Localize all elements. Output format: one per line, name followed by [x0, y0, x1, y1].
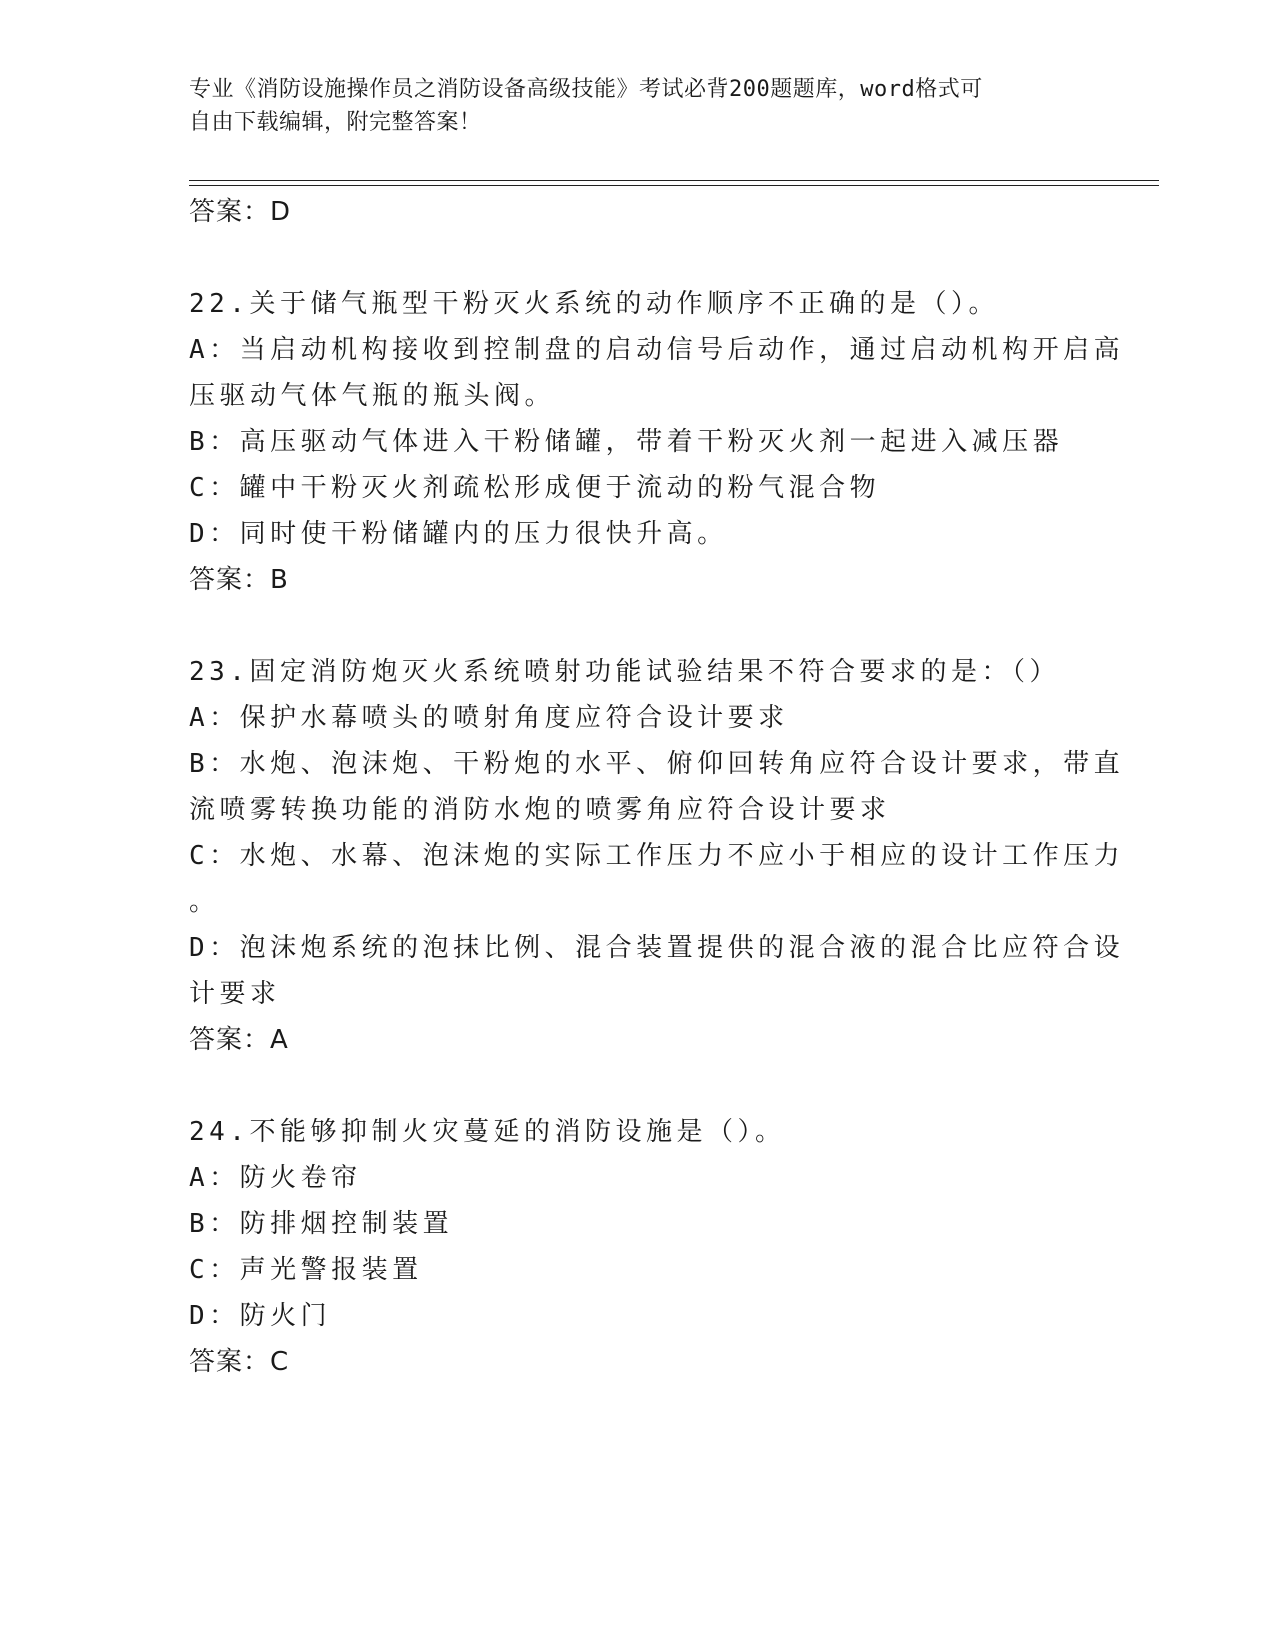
answer: 答案：A: [189, 1025, 289, 1055]
question-24: [189, 1109, 1089, 1385]
question-22: [189, 281, 1125, 603]
question-stem: 23.固定消防炮灭火系统喷射功能试验结果不符合要求的是：（）: [189, 657, 1060, 687]
document-header: [189, 73, 1069, 139]
header-line-1: 专业《消防设施操作员之消防设备高级技能》考试必背200题题库，word格式可: [189, 77, 983, 102]
previous-answer: 答案：D: [189, 197, 292, 227]
option-d: D：同时使干粉储罐内的压力很快升高。: [189, 519, 728, 549]
answer: 答案：B: [189, 565, 289, 595]
option-b: B：水炮、泡沫炮、干粉炮的水平、俯仰回转角应符合设计要求，带直 流喷雾转换功能的消防水炮的喷雾角应符合设计要求: [189, 749, 1125, 825]
question-23: [189, 649, 1125, 1063]
option-d: D：防火门: [189, 1301, 332, 1331]
option-c: C：水炮、水幕、泡沫炮的实际工作压力不应小于相应的设计工作压力 。: [189, 841, 1125, 917]
option-a: A：保护水幕喷头的喷射角度应符合设计要求: [189, 703, 789, 733]
question-stem: 24.不能够抑制火灾蔓延的消防设施是（）。: [189, 1117, 786, 1147]
option-c: C：声光警报装置: [189, 1255, 423, 1285]
option-b: B：高压驱动气体进入干粉储罐，带着干粉灭火剂一起进入减压器: [189, 427, 1064, 457]
option-d: D：泡沫炮系统的泡抹比例、混合装置提供的混合液的混合比应符合设 计要求: [189, 933, 1125, 1009]
option-b: B：防排烟控制装置: [189, 1209, 454, 1239]
header-rule-top: [189, 180, 1159, 181]
question-stem: 22.关于储气瓶型干粉灭火系统的动作顺序不正确的是（）。: [189, 289, 999, 319]
answer: 答案：C: [189, 1347, 290, 1377]
option-a: A：防火卷帘: [189, 1163, 362, 1193]
option-a: A：当启动机构接收到控制盘的启动信号后动作，通过启动机构开启高 压驱动气体气瓶的瓶头阀。: [189, 335, 1125, 411]
question-list: [189, 189, 1125, 1385]
header-line-2: 自由下载编辑，附完整答案！: [189, 110, 482, 135]
option-c: C：罐中干粉灭火剂疏松形成便于流动的粉气混合物: [189, 473, 881, 503]
header-rule-bottom: [189, 185, 1159, 186]
